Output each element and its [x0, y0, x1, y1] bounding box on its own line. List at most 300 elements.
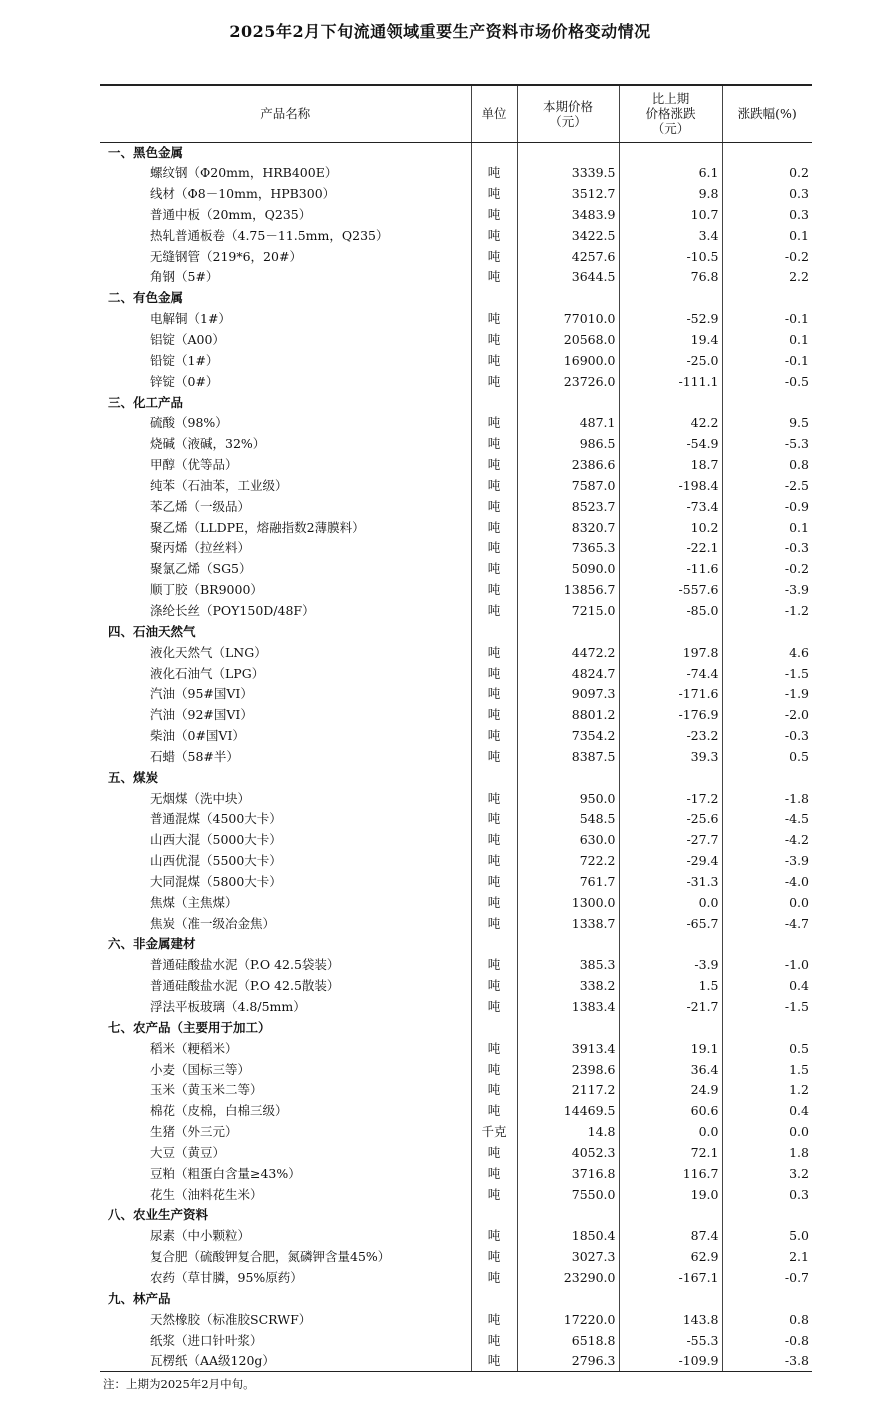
table-row — [100, 1143, 812, 1164]
product-name: 涤纶长丝（POY150D/48F） — [150, 602, 315, 618]
table-row — [100, 913, 812, 934]
empty-cell — [471, 767, 517, 788]
unit-cell: 吨 — [471, 872, 517, 893]
percent-cell: -0.1 — [722, 350, 812, 371]
change-cell: -167.1 — [619, 1268, 722, 1289]
price-cell: 23726.0 — [517, 371, 619, 392]
unit-cell: 吨 — [471, 1163, 517, 1184]
unit-cell: 吨 — [471, 434, 517, 455]
unit-cell: 吨 — [471, 1247, 517, 1268]
empty-cell — [517, 288, 619, 309]
price-cell: 8387.5 — [517, 746, 619, 767]
category-row — [100, 142, 812, 163]
change-cell: 0.0 — [619, 892, 722, 913]
unit-cell: 吨 — [471, 726, 517, 747]
unit-cell: 吨 — [471, 851, 517, 872]
product-name: 小麦（国标三等） — [150, 1061, 251, 1077]
category-row — [100, 767, 812, 788]
change-cell: 62.9 — [619, 1247, 722, 1268]
product-name: 线材（Φ8－10mm，HPB300） — [150, 186, 336, 202]
empty-cell — [619, 1205, 722, 1226]
unit-cell: 吨 — [471, 580, 517, 601]
price-cell: 3913.4 — [517, 1038, 619, 1059]
price-cell: 3716.8 — [517, 1163, 619, 1184]
change-cell: 1.5 — [619, 976, 722, 997]
product-name: 铅锭（1#） — [150, 352, 219, 368]
percent-cell: -1.2 — [722, 601, 812, 622]
product-name: 柴油（0#国VI） — [150, 728, 245, 744]
empty-cell — [471, 934, 517, 955]
unit-cell: 吨 — [471, 309, 517, 330]
change-cell: 87.4 — [619, 1226, 722, 1247]
percent-cell: 9.5 — [722, 413, 812, 434]
unit-cell: 吨 — [471, 184, 517, 205]
unit-cell: 吨 — [471, 1268, 517, 1289]
unit-cell: 吨 — [471, 538, 517, 559]
table-body — [100, 142, 812, 1372]
product-name: 天然橡胶（标准胶SCRWF） — [150, 1311, 312, 1327]
unit-cell: 吨 — [471, 1184, 517, 1205]
change-cell: -73.4 — [619, 496, 722, 517]
empty-cell — [471, 1288, 517, 1309]
header-percent: 涨跌幅(%) — [722, 85, 812, 142]
change-cell: -3.9 — [619, 955, 722, 976]
product-name: 复合肥（硫酸钾复合肥，氮磷钾含量45%） — [150, 1249, 391, 1265]
header-change-line: 价格涨跌 — [645, 106, 696, 122]
empty-cell — [619, 288, 722, 309]
price-cell: 13856.7 — [517, 580, 619, 601]
unit-cell: 吨 — [471, 517, 517, 538]
unit-cell: 吨 — [471, 1351, 517, 1372]
product-name: 山西大混（5000大卡） — [150, 832, 282, 848]
product-name: 石蜡（58#半） — [150, 748, 239, 764]
category-title: 一、黑色金属 — [108, 144, 184, 160]
price-cell: 2796.3 — [517, 1351, 619, 1372]
percent-cell: 2.1 — [722, 1247, 812, 1268]
table-row — [100, 746, 812, 767]
product-name: 普通中板（20mm，Q235） — [150, 206, 312, 222]
product-name: 浮法平板玻璃（4.8/5mm） — [150, 999, 306, 1015]
table-row — [100, 350, 812, 371]
unit-cell: 吨 — [471, 1226, 517, 1247]
table-row — [100, 371, 812, 392]
percent-cell: -0.3 — [722, 726, 812, 747]
empty-cell — [619, 1017, 722, 1038]
table-row — [100, 246, 812, 267]
price-cell: 16900.0 — [517, 350, 619, 371]
percent-cell: -3.9 — [722, 580, 812, 601]
unit-cell: 吨 — [471, 663, 517, 684]
category-row — [100, 288, 812, 309]
percent-cell: 1.5 — [722, 1059, 812, 1080]
empty-cell — [722, 288, 812, 309]
category-title: 七、农产品（主要用于加工） — [108, 1019, 271, 1035]
price-cell: 950.0 — [517, 788, 619, 809]
price-cell: 338.2 — [517, 976, 619, 997]
change-cell: -65.7 — [619, 913, 722, 934]
empty-cell — [517, 934, 619, 955]
table-row — [100, 559, 812, 580]
product-name: 汽油（92#国VI） — [150, 707, 253, 723]
empty-cell — [471, 392, 517, 413]
table-row — [100, 225, 812, 246]
price-cell: 3483.9 — [517, 205, 619, 226]
product-name: 纸浆（进口针叶浆） — [150, 1332, 263, 1348]
table-row — [100, 205, 812, 226]
percent-cell: -2.5 — [722, 476, 812, 497]
table-row — [100, 1309, 812, 1330]
unit-cell: 吨 — [471, 1059, 517, 1080]
table-row — [100, 184, 812, 205]
price-cell: 630.0 — [517, 830, 619, 851]
product-name: 汽油（95#国VI） — [150, 686, 253, 702]
price-cell: 722.2 — [517, 851, 619, 872]
empty-cell — [471, 1017, 517, 1038]
percent-cell: 0.4 — [722, 1101, 812, 1122]
change-cell: -11.6 — [619, 559, 722, 580]
change-cell: -29.4 — [619, 851, 722, 872]
price-cell: 4052.3 — [517, 1143, 619, 1164]
category-title: 六、非金属建材 — [108, 936, 196, 952]
percent-cell: 0.4 — [722, 976, 812, 997]
change-cell: 36.4 — [619, 1059, 722, 1080]
product-name: 大豆（黄豆） — [150, 1144, 226, 1160]
table-row — [100, 476, 812, 497]
empty-cell — [517, 142, 619, 163]
product-name: 螺纹钢（Φ20mm，HRB400E） — [150, 165, 338, 181]
change-cell: -21.7 — [619, 997, 722, 1018]
product-name: 稻米（粳稻米） — [150, 1040, 238, 1056]
unit-cell: 吨 — [471, 371, 517, 392]
unit-cell: 吨 — [471, 496, 517, 517]
change-cell: -55.3 — [619, 1330, 722, 1351]
price-cell: 1300.0 — [517, 892, 619, 913]
table-row — [100, 809, 812, 830]
percent-cell: 0.3 — [722, 205, 812, 226]
percent-cell: -0.8 — [722, 1330, 812, 1351]
percent-cell: 0.0 — [722, 1122, 812, 1143]
unit-cell: 千克 — [471, 1122, 517, 1143]
change-cell: 60.6 — [619, 1101, 722, 1122]
price-cell: 3512.7 — [517, 184, 619, 205]
percent-cell: 0.1 — [722, 225, 812, 246]
table-row — [100, 1268, 812, 1289]
table-row — [100, 538, 812, 559]
percent-cell: -0.1 — [722, 309, 812, 330]
percent-cell: -3.8 — [722, 1351, 812, 1372]
product-name: 生猪（外三元） — [150, 1124, 238, 1140]
price-cell: 761.7 — [517, 872, 619, 893]
category-row — [100, 1205, 812, 1226]
unit-cell: 吨 — [471, 1101, 517, 1122]
unit-cell: 吨 — [471, 1038, 517, 1059]
unit-cell: 吨 — [471, 746, 517, 767]
table-row — [100, 496, 812, 517]
unit-cell: 吨 — [471, 225, 517, 246]
empty-cell — [722, 392, 812, 413]
percent-cell: -0.9 — [722, 496, 812, 517]
percent-cell: -4.7 — [722, 913, 812, 934]
empty-cell — [471, 1205, 517, 1226]
table-row — [100, 892, 812, 913]
category-title: 四、石油天然气 — [108, 623, 196, 639]
empty-cell — [722, 1288, 812, 1309]
product-name: 烧碱（液碱，32%） — [150, 436, 266, 452]
table-row — [100, 663, 812, 684]
category-row — [100, 392, 812, 413]
product-name: 尿素（中小颗粒） — [150, 1228, 251, 1244]
table-row — [100, 1038, 812, 1059]
percent-cell: 0.8 — [722, 455, 812, 476]
unit-cell: 吨 — [471, 246, 517, 267]
category-row — [100, 1288, 812, 1309]
empty-cell — [722, 1205, 812, 1226]
product-name: 苯乙烯（一级品） — [150, 498, 251, 514]
price-cell: 8320.7 — [517, 517, 619, 538]
percent-cell: 0.8 — [722, 1309, 812, 1330]
change-cell: 19.1 — [619, 1038, 722, 1059]
price-table — [100, 84, 812, 1372]
change-cell: 116.7 — [619, 1163, 722, 1184]
percent-cell: 0.2 — [722, 163, 812, 184]
change-cell: 0.0 — [619, 1122, 722, 1143]
unit-cell: 吨 — [471, 455, 517, 476]
unit-cell: 吨 — [471, 350, 517, 371]
price-cell: 6518.8 — [517, 1330, 619, 1351]
category-row — [100, 934, 812, 955]
price-cell: 7365.3 — [517, 538, 619, 559]
change-cell: 76.8 — [619, 267, 722, 288]
table-row — [100, 788, 812, 809]
product-name: 玉米（黄玉米二等） — [150, 1082, 263, 1098]
price-cell: 548.5 — [517, 809, 619, 830]
empty-cell — [471, 288, 517, 309]
price-cell: 20568.0 — [517, 330, 619, 351]
percent-cell: 0.5 — [722, 1038, 812, 1059]
change-cell: -23.2 — [619, 726, 722, 747]
table-row — [100, 1330, 812, 1351]
product-name: 瓦楞纸（AA级120g） — [100, 1351, 471, 1372]
category-title: 三、化工产品 — [108, 394, 184, 410]
change-cell: -198.4 — [619, 476, 722, 497]
percent-cell: -4.5 — [722, 809, 812, 830]
price-cell: 7550.0 — [517, 1184, 619, 1205]
change-cell: 19.0 — [619, 1184, 722, 1205]
percent-cell: 4.6 — [722, 642, 812, 663]
header-product-name: 产品名称 — [100, 85, 471, 142]
product-name: 液化石油气（LPG） — [150, 665, 265, 681]
header-unit: 单位 — [471, 85, 517, 142]
percent-cell: 0.1 — [722, 517, 812, 538]
percent-cell: -0.7 — [722, 1268, 812, 1289]
empty-cell — [471, 621, 517, 642]
unit-cell: 吨 — [471, 788, 517, 809]
price-cell: 3339.5 — [517, 163, 619, 184]
product-name: 山西优混（5500大卡） — [150, 853, 282, 869]
percent-cell: -0.2 — [722, 559, 812, 580]
change-cell: -111.1 — [619, 371, 722, 392]
empty-cell — [722, 142, 812, 163]
price-cell: 4257.6 — [517, 246, 619, 267]
percent-cell: -1.5 — [722, 997, 812, 1018]
unit-cell: 吨 — [471, 413, 517, 434]
table-row — [100, 434, 812, 455]
product-name: 铝锭（A00） — [150, 332, 225, 348]
price-cell: 23290.0 — [517, 1268, 619, 1289]
price-cell: 14469.5 — [517, 1101, 619, 1122]
product-name: 花生（油料花生米） — [150, 1186, 263, 1202]
unit-cell: 吨 — [471, 476, 517, 497]
table-row — [100, 580, 812, 601]
change-cell: -17.2 — [619, 788, 722, 809]
unit-cell: 吨 — [471, 330, 517, 351]
product-name: 普通硅酸盐水泥（P.O 42.5袋装） — [150, 957, 340, 973]
price-cell: 487.1 — [517, 413, 619, 434]
change-cell: 197.8 — [619, 642, 722, 663]
category-row — [100, 1017, 812, 1038]
percent-cell: -5.3 — [722, 434, 812, 455]
change-cell: -109.9 — [619, 1351, 722, 1372]
price-cell: 3422.5 — [517, 225, 619, 246]
unit-cell: 吨 — [471, 1330, 517, 1351]
price-cell: 8523.7 — [517, 496, 619, 517]
table-row — [100, 267, 812, 288]
price-cell: 385.3 — [517, 955, 619, 976]
price-cell: 77010.0 — [517, 309, 619, 330]
empty-cell — [619, 767, 722, 788]
product-name: 普通硅酸盐水泥（P.O 42.5散装） — [150, 978, 340, 994]
product-name: 液化天然气（LNG） — [150, 644, 267, 660]
table-row — [100, 851, 812, 872]
change-cell: -25.6 — [619, 809, 722, 830]
price-cell: 7215.0 — [517, 601, 619, 622]
price-cell: 3644.5 — [517, 267, 619, 288]
price-cell: 17220.0 — [517, 1309, 619, 1330]
category-title: 九、林产品 — [108, 1290, 171, 1306]
table-row — [100, 163, 812, 184]
table-row — [100, 830, 812, 851]
unit-cell: 吨 — [471, 913, 517, 934]
product-name: 农药（草甘膦，95%原药） — [150, 1269, 303, 1285]
product-name: 棉花（皮棉，白棉三级） — [150, 1103, 288, 1119]
table-row — [100, 1247, 812, 1268]
product-name: 顺丁胶（BR9000） — [150, 582, 263, 598]
change-cell: 19.4 — [619, 330, 722, 351]
change-cell: -25.0 — [619, 350, 722, 371]
change-cell: 3.4 — [619, 225, 722, 246]
price-cell: 986.5 — [517, 434, 619, 455]
empty-cell — [517, 1017, 619, 1038]
header-price-line: （元） — [549, 113, 587, 129]
table-row — [100, 1226, 812, 1247]
percent-cell: -1.9 — [722, 684, 812, 705]
change-cell: 24.9 — [619, 1080, 722, 1101]
product-name: 硫酸（98%） — [150, 415, 228, 431]
unit-cell: 吨 — [471, 1143, 517, 1164]
price-cell: 5090.0 — [517, 559, 619, 580]
table-row — [100, 1351, 812, 1372]
table-row — [100, 642, 812, 663]
table-row — [100, 1059, 812, 1080]
empty-cell — [517, 767, 619, 788]
table-row — [100, 517, 812, 538]
table-row — [100, 955, 812, 976]
table-row — [100, 976, 812, 997]
unit-cell: 吨 — [471, 601, 517, 622]
change-cell: -31.3 — [619, 872, 722, 893]
product-name: 焦煤（主焦煤） — [150, 894, 238, 910]
price-cell: 1338.7 — [517, 913, 619, 934]
percent-cell: 5.0 — [722, 1226, 812, 1247]
percent-cell: -1.8 — [722, 788, 812, 809]
change-cell: 143.8 — [619, 1309, 722, 1330]
table-header — [100, 85, 812, 142]
percent-cell: 3.2 — [722, 1163, 812, 1184]
unit-cell: 吨 — [471, 809, 517, 830]
percent-cell: 0.3 — [722, 184, 812, 205]
change-cell: 9.8 — [619, 184, 722, 205]
empty-cell — [517, 1205, 619, 1226]
price-cell: 3027.3 — [517, 1247, 619, 1268]
change-cell: -52.9 — [619, 309, 722, 330]
unit-cell: 吨 — [471, 267, 517, 288]
header-price — [517, 85, 619, 142]
header-price-line: 本期价格 — [542, 98, 593, 114]
empty-cell — [722, 1017, 812, 1038]
unit-cell: 吨 — [471, 997, 517, 1018]
page-title: 2025年2月下旬流通领域重要生产资料市场价格变动情况 — [229, 22, 651, 41]
empty-cell — [471, 142, 517, 163]
change-cell: -557.6 — [619, 580, 722, 601]
header-change-line: 比上期 — [651, 91, 690, 107]
table-row — [100, 601, 812, 622]
percent-cell: -0.5 — [722, 371, 812, 392]
price-cell: 7587.0 — [517, 476, 619, 497]
product-name: 无缝钢管（219*6，20#） — [150, 248, 302, 264]
change-cell: 72.1 — [619, 1143, 722, 1164]
percent-cell: 0.5 — [722, 746, 812, 767]
header-change — [619, 85, 722, 142]
category-title: 二、有色金属 — [108, 290, 184, 306]
change-cell: -22.1 — [619, 538, 722, 559]
unit-cell: 吨 — [471, 705, 517, 726]
empty-cell — [619, 142, 722, 163]
percent-cell: 0.3 — [722, 1184, 812, 1205]
price-cell: 2398.6 — [517, 1059, 619, 1080]
empty-cell — [722, 934, 812, 955]
table-row — [100, 705, 812, 726]
empty-cell — [517, 392, 619, 413]
change-cell: 42.2 — [619, 413, 722, 434]
product-name: 无烟煤（洗中块） — [150, 790, 251, 806]
table-row — [100, 872, 812, 893]
change-cell: 18.7 — [619, 455, 722, 476]
unit-cell: 吨 — [471, 955, 517, 976]
change-cell: -27.7 — [619, 830, 722, 851]
header-change-line: （元） — [651, 121, 690, 137]
price-cell: 2117.2 — [517, 1080, 619, 1101]
table-row — [100, 309, 812, 330]
unit-cell: 吨 — [471, 1080, 517, 1101]
change-cell: -10.5 — [619, 246, 722, 267]
category-title: 八、农业生产资料 — [108, 1207, 209, 1223]
unit-cell: 吨 — [471, 976, 517, 997]
percent-cell: -2.0 — [722, 705, 812, 726]
product-name: 纯苯（石油苯，工业级） — [150, 477, 288, 493]
product-name: 锌锭（0#） — [150, 373, 219, 389]
change-cell: -74.4 — [619, 663, 722, 684]
change-cell: -85.0 — [619, 601, 722, 622]
